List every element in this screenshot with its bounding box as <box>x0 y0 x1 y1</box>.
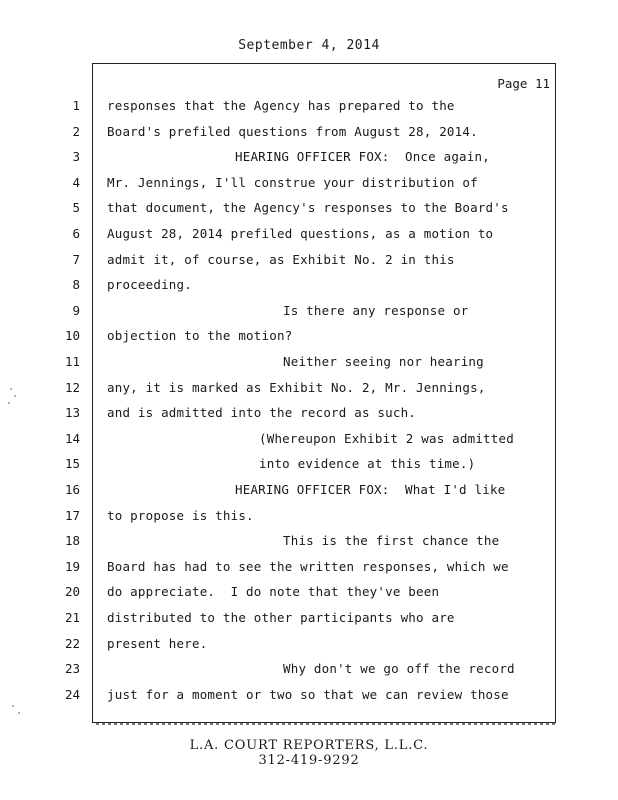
transcript-line: just for a moment or two so that we can review those <box>107 686 509 702</box>
line-number: 21 <box>64 610 80 625</box>
line-number: 5 <box>72 200 80 216</box>
line-number: 11 <box>64 354 80 369</box>
page-number: Page 11 <box>497 76 550 91</box>
line-number: 23 <box>64 661 80 677</box>
scan-speck <box>12 705 14 707</box>
transcript-line: objection to the motion? <box>107 328 293 344</box>
transcript-line: Board has had to see the written responses, which we <box>107 558 509 574</box>
transcript-line: distributed to the other participants who are <box>107 610 455 625</box>
line-number: 24 <box>64 686 80 702</box>
line-number: 6 <box>72 226 80 241</box>
transcript-line: Why don't we go off the record <box>283 661 515 677</box>
line-number: 8 <box>72 277 80 293</box>
transcript-line: into evidence at this time.) <box>259 456 476 472</box>
scan-speck <box>14 395 16 397</box>
transcript-line: responses that the Agency has prepared to the <box>107 98 455 113</box>
transcript-line: do appreciate. I do note that they've been <box>107 584 440 600</box>
line-number: 1 <box>72 98 80 113</box>
line-number: 9 <box>72 302 80 318</box>
scan-speck <box>10 388 12 390</box>
line-number: 13 <box>64 405 80 421</box>
line-number: 16 <box>64 482 80 497</box>
transcript-line: present here. <box>107 635 208 651</box>
line-number: 15 <box>64 456 80 472</box>
line-number: 18 <box>64 533 80 549</box>
transcript-line: and is admitted into the record as such. <box>107 405 417 421</box>
transcript-line: to propose is this. <box>107 507 254 523</box>
line-number: 4 <box>72 174 80 190</box>
transcript-line: (Whereupon Exhibit 2 was admitted <box>259 430 514 446</box>
transcript-line: that document, the Agency's responses to the Board's <box>107 200 509 216</box>
line-number: 12 <box>64 379 80 395</box>
transcript-line: admit it, of course, as Exhibit No. 2 in this <box>107 251 455 267</box>
transcript-line: Is there any response or <box>283 302 469 318</box>
line-number: 10 <box>64 328 80 344</box>
transcript-line: This is the first chance the <box>283 533 500 549</box>
reporter-phone: 312-419-9292 <box>258 753 360 768</box>
document-date: September 4, 2014 <box>238 38 380 53</box>
transcript-line: proceeding. <box>107 277 192 293</box>
line-number: 3 <box>72 149 80 165</box>
line-number: 22 <box>64 635 80 651</box>
frame-bottom-edge <box>96 723 558 725</box>
transcript-line: Mr. Jennings, I'll construe your distribution of <box>107 174 478 190</box>
reporter-company: L.A. COURT REPORTERS, L.L.C. <box>189 738 429 753</box>
line-number: 2 <box>72 123 80 139</box>
transcript-line: any, it is marked as Exhibit No. 2, Mr. Jennings, <box>107 379 486 395</box>
transcript-line: HEARING OFFICER FOX: What I'd like <box>235 482 506 497</box>
transcript-line: HEARING OFFICER FOX: Once again, <box>235 149 490 165</box>
line-number: 7 <box>72 251 80 267</box>
transcript-line: Neither seeing nor hearing <box>283 354 484 369</box>
line-number: 14 <box>64 430 80 446</box>
scan-speck <box>8 402 10 404</box>
line-number: 20 <box>64 584 80 600</box>
transcript-line: Board's prefiled questions from August 28, 2014. <box>107 123 478 139</box>
scan-speck <box>18 712 20 714</box>
transcript-line: August 28, 2014 prefiled questions, as a motion to <box>107 226 494 241</box>
line-number: 17 <box>64 507 80 523</box>
line-number: 19 <box>64 558 80 574</box>
